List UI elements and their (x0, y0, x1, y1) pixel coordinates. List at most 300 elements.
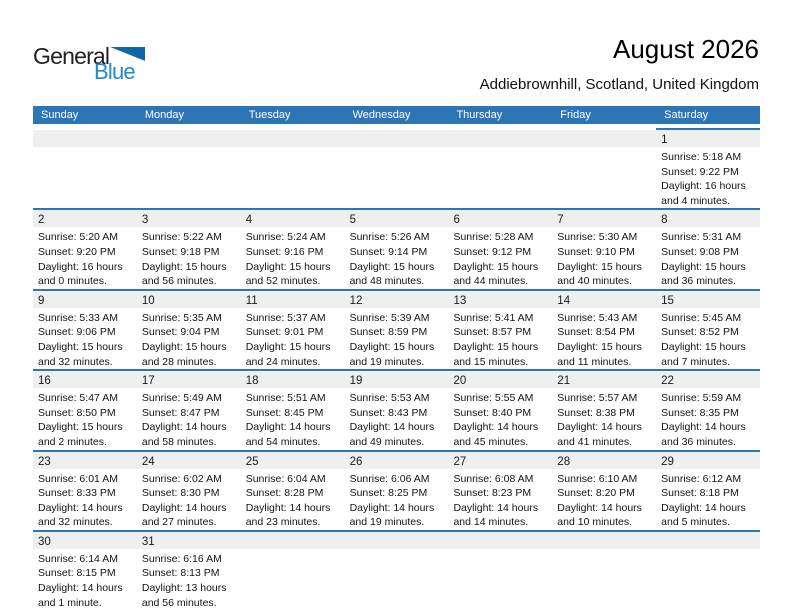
daylight-text-line1: Daylight: 16 hours (661, 180, 746, 193)
sunset-text: Sunset: 9:14 PM (349, 245, 428, 258)
day-number: 11 (245, 294, 258, 307)
day-cell-empty (241, 128, 345, 208)
title-block (480, 34, 759, 93)
day-number: 5 (349, 214, 356, 227)
sunset-text: Sunset: 8:18 PM (661, 487, 739, 500)
sunrise-text: Sunrise: 5:47 AM (38, 392, 118, 405)
sunrise-text: Sunrise: 5:57 AM (557, 392, 638, 405)
daylight-text-line2: and 14 minutes. (453, 516, 529, 529)
day-details (241, 469, 345, 530)
day-details (137, 388, 241, 449)
day-cell-25 (241, 452, 345, 530)
sunrise-text: Sunrise: 5:30 AM (557, 231, 638, 244)
sunrise-text: Sunrise: 5:18 AM (661, 151, 742, 163)
day-details (345, 388, 449, 449)
day-cell-22 (656, 371, 760, 449)
daylight-text-line1: Daylight: 14 hours (38, 582, 123, 595)
day-number: 7 (557, 214, 564, 227)
day-cell-19 (345, 371, 449, 449)
day-number-band (241, 130, 345, 147)
day-cell-16 (33, 371, 137, 449)
day-number-band (345, 291, 449, 308)
daylight-text-line1: Daylight: 14 hours (349, 501, 435, 514)
day-details (448, 549, 552, 552)
daylight-text-line2: and 56 minutes. (141, 275, 217, 288)
sunset-text: Sunset: 8:50 PM (38, 406, 116, 419)
day-number: 27 (453, 455, 467, 468)
day-details (137, 469, 241, 530)
sunset-text: Sunset: 8:13 PM (141, 567, 220, 580)
daylight-text-line1: Daylight: 15 hours (557, 260, 642, 273)
sunset-text: Sunset: 8:57 PM (453, 326, 532, 339)
day-cell-empty (345, 128, 449, 208)
week-row (33, 452, 760, 532)
day-details (345, 227, 449, 288)
sunset-text: Sunset: 9:04 PM (141, 326, 220, 339)
daylight-text-line2: and 0 minutes. (38, 275, 107, 288)
sunset-text: Sunset: 8:59 PM (349, 326, 428, 339)
day-cell-empty (345, 532, 449, 610)
day-details (656, 227, 760, 288)
day-number: 25 (245, 455, 259, 468)
sunset-text: Sunset: 8:33 PM (38, 487, 116, 500)
daylight-text-line2: and 32 minutes. (38, 516, 113, 529)
day-details (448, 469, 552, 530)
sunset-text: Sunset: 9:22 PM (661, 165, 739, 178)
sunrise-text: Sunrise: 6:06 AM (349, 472, 430, 485)
day-number-band (137, 532, 241, 549)
sunset-text: Sunset: 9:01 PM (245, 326, 324, 339)
day-number: 4 (245, 214, 253, 227)
daylight-text-line2: and 4 minutes. (661, 194, 731, 207)
day-number-band (552, 130, 656, 147)
day-number-band (345, 452, 449, 469)
day-number-band (241, 210, 345, 227)
sunrise-text: Sunrise: 6:08 AM (453, 472, 534, 485)
day-number: 6 (453, 214, 460, 227)
daylight-text-line2: and 27 minutes. (141, 516, 217, 529)
day-details (448, 147, 552, 150)
day-details (137, 308, 241, 369)
sunrise-text: Sunrise: 5:51 AM (245, 392, 326, 405)
sunrise-text: Sunrise: 5:22 AM (141, 231, 222, 244)
daylight-text-line1: Daylight: 13 hours (141, 582, 227, 595)
daylight-text-line2: and 41 minutes. (557, 435, 633, 448)
daylight-text-line1: Daylight: 14 hours (557, 421, 642, 434)
day-number-band (33, 130, 137, 147)
daylight-text-line1: Daylight: 15 hours (661, 340, 746, 353)
daylight-text-line1: Daylight: 14 hours (453, 421, 539, 434)
day-number: 21 (557, 375, 571, 388)
sunset-text: Sunset: 8:45 PM (245, 406, 324, 419)
daylight-text-line1: Daylight: 15 hours (38, 421, 123, 434)
weekday-header-saturday: Saturday (664, 109, 709, 121)
sunset-text: Sunset: 9:12 PM (453, 245, 532, 258)
sunrise-text: Sunrise: 5:28 AM (453, 231, 534, 244)
week-row (33, 371, 760, 451)
sunset-text: Sunset: 9:20 PM (38, 245, 116, 258)
day-cell-10 (137, 291, 241, 369)
day-number: 12 (349, 294, 363, 307)
sunrise-text: Sunrise: 5:20 AM (38, 231, 118, 244)
day-number-band (552, 291, 656, 308)
sunset-text: Sunset: 8:30 PM (141, 487, 220, 500)
day-number-band (552, 210, 656, 227)
daylight-text-line2: and 15 minutes. (453, 355, 529, 368)
sunrise-text: Sunrise: 5:31 AM (661, 231, 742, 244)
daylight-text-line1: Daylight: 14 hours (38, 501, 123, 514)
sunrise-text: Sunrise: 5:41 AM (453, 311, 534, 324)
daylight-text-line2: and 19 minutes. (349, 355, 425, 368)
daylight-text-line2: and 44 minutes. (453, 275, 529, 288)
day-details (552, 469, 656, 530)
day-number-band (448, 371, 552, 388)
day-cell-4 (241, 210, 345, 288)
sunrise-text: Sunrise: 6:01 AM (38, 472, 118, 485)
day-number-band (656, 532, 760, 549)
day-number: 22 (661, 375, 674, 388)
day-cell-13 (448, 291, 552, 369)
day-number-band (656, 371, 760, 388)
sunset-text: Sunset: 8:25 PM (349, 487, 428, 500)
daylight-text-line2: and 45 minutes. (453, 435, 529, 448)
day-number-band (137, 130, 241, 147)
weekday-header-friday: Friday (560, 109, 591, 121)
day-number: 26 (349, 455, 363, 468)
day-number: 17 (141, 375, 155, 388)
daylight-text-line1: Daylight: 15 hours (661, 260, 746, 273)
sunset-text: Sunset: 8:38 PM (557, 406, 635, 419)
day-details (656, 549, 760, 552)
daylight-text-line2: and 24 minutes. (245, 355, 321, 368)
day-number-band (448, 291, 552, 308)
day-number-band (345, 210, 449, 227)
location-subtitle: Addiebrownhill, Scotland, United Kingdom (479, 76, 759, 93)
day-number: 14 (557, 294, 571, 307)
week-row (33, 210, 760, 290)
day-number-band (137, 210, 241, 227)
day-cell-26 (345, 452, 449, 530)
daylight-text-line2: and 52 minutes. (245, 275, 321, 288)
sunrise-text: Sunrise: 5:55 AM (453, 392, 534, 405)
daylight-text-line2: and 11 minutes. (557, 355, 632, 368)
day-cell-7 (552, 210, 656, 288)
day-cell-8 (656, 210, 760, 288)
day-details (33, 469, 137, 530)
day-details (552, 549, 656, 552)
weekday-header-wednesday: Wednesday (352, 109, 411, 121)
daylight-text-line1: Daylight: 15 hours (38, 340, 123, 353)
weekday-header-thursday: Thursday (456, 109, 503, 121)
day-details (448, 308, 552, 369)
daylight-text-line1: Daylight: 14 hours (349, 421, 435, 434)
day-number: 15 (661, 294, 674, 307)
daylight-text-line1: Daylight: 15 hours (557, 340, 642, 353)
daylight-text-line2: and 58 minutes. (141, 435, 217, 448)
day-number: 1 (661, 134, 668, 146)
day-details (656, 147, 760, 208)
day-details (656, 308, 760, 369)
sunset-text: Sunset: 8:35 PM (661, 406, 739, 419)
day-details (33, 147, 137, 150)
day-cell-23 (33, 452, 137, 530)
day-number-band (241, 291, 345, 308)
day-number-band (656, 210, 760, 227)
day-details (33, 308, 137, 369)
sunrise-text: Sunrise: 6:12 AM (661, 472, 742, 485)
sunrise-text: Sunrise: 5:43 AM (557, 311, 638, 324)
sunrise-text: Sunrise: 5:33 AM (38, 311, 118, 324)
page-title: August 2026 (612, 34, 759, 64)
day-number-band (448, 210, 552, 227)
day-details (656, 469, 760, 530)
sunrise-text: Sunrise: 5:59 AM (661, 392, 742, 405)
day-number: 29 (661, 455, 674, 468)
daylight-text-line1: Daylight: 15 hours (349, 260, 435, 273)
day-number-band (656, 452, 760, 469)
day-cell-29 (656, 452, 760, 530)
day-number: 20 (453, 375, 467, 388)
day-cell-28 (552, 452, 656, 530)
week-row (33, 532, 760, 610)
daylight-text-line2: and 54 minutes. (245, 435, 321, 448)
daylight-text-line2: and 10 minutes. (557, 516, 633, 529)
daylight-text-line1: Daylight: 14 hours (453, 501, 539, 514)
day-cell-15 (656, 291, 760, 369)
sunset-text: Sunset: 8:52 PM (661, 326, 739, 339)
daylight-text-line1: Daylight: 15 hours (245, 340, 331, 353)
day-number-band (552, 371, 656, 388)
day-cell-empty (33, 128, 137, 208)
sunrise-text: Sunrise: 5:53 AM (349, 392, 430, 405)
sunrise-text: Sunrise: 5:37 AM (245, 311, 326, 324)
day-cell-24 (137, 452, 241, 530)
daylight-text-line2: and 36 minutes. (661, 435, 736, 448)
daylight-text-line1: Daylight: 16 hours (38, 260, 123, 273)
day-cell-1 (656, 128, 760, 208)
daylight-text-line1: Daylight: 15 hours (349, 340, 435, 353)
day-cell-5 (345, 210, 449, 288)
sunset-text: Sunset: 9:10 PM (557, 245, 635, 258)
day-details (448, 227, 552, 288)
day-number-band (241, 371, 345, 388)
weekday-header-row (33, 106, 760, 124)
day-cell-17 (137, 371, 241, 449)
day-number-band (448, 532, 552, 549)
sunrise-text: Sunrise: 6:02 AM (141, 472, 222, 485)
day-number-band (345, 130, 449, 147)
day-number: 16 (38, 375, 51, 388)
daylight-text-line1: Daylight: 15 hours (141, 260, 227, 273)
general-blue-logo (33, 44, 163, 83)
daylight-text-line2: and 40 minutes. (557, 275, 633, 288)
sunrise-text: Sunrise: 6:10 AM (557, 472, 638, 485)
sunrise-text: Sunrise: 6:16 AM (141, 552, 222, 565)
day-details (345, 308, 449, 369)
day-number-band (137, 291, 241, 308)
day-cell-30 (33, 532, 137, 610)
day-number: 9 (38, 294, 45, 307)
day-number: 8 (661, 214, 668, 227)
weeks (33, 128, 760, 610)
day-cell-empty (448, 532, 552, 610)
sunset-text: Sunset: 9:06 PM (38, 326, 116, 339)
day-number-band (552, 452, 656, 469)
day-cell-27 (448, 452, 552, 530)
day-details (552, 227, 656, 288)
day-number-band (137, 371, 241, 388)
daylight-text-line2: and 1 minute. (38, 596, 102, 609)
daylight-text-line1: Daylight: 14 hours (557, 501, 642, 514)
day-cell-empty (656, 532, 760, 610)
day-details (345, 469, 449, 530)
day-details (241, 549, 345, 552)
day-details (241, 308, 345, 369)
daylight-text-line2: and 32 minutes. (38, 355, 113, 368)
day-number-band (656, 130, 760, 147)
day-number: 18 (245, 375, 259, 388)
day-details (137, 227, 241, 288)
day-number: 28 (557, 455, 571, 468)
day-cell-empty (448, 128, 552, 208)
daylight-text-line1: Daylight: 14 hours (141, 421, 227, 434)
day-details (241, 147, 345, 150)
sunset-text: Sunset: 8:15 PM (38, 567, 116, 580)
day-number-band (33, 452, 137, 469)
sunset-text: Sunset: 8:28 PM (245, 487, 324, 500)
week-row (33, 128, 760, 210)
day-details (345, 549, 449, 552)
sunset-text: Sunset: 8:43 PM (349, 406, 428, 419)
day-number: 23 (38, 455, 51, 468)
sunset-text: Sunset: 8:40 PM (453, 406, 532, 419)
day-number: 13 (453, 294, 467, 307)
sunrise-text: Sunrise: 5:45 AM (661, 311, 742, 324)
daylight-text-line1: Daylight: 14 hours (661, 421, 746, 434)
day-cell-6 (448, 210, 552, 288)
day-number-band (656, 291, 760, 308)
weekday-header-tuesday: Tuesday (248, 109, 291, 121)
logo-text-general: General (33, 43, 110, 69)
daylight-text-line1: Daylight: 15 hours (453, 340, 539, 353)
day-cell-3 (137, 210, 241, 288)
day-details (552, 308, 656, 369)
day-cell-20 (448, 371, 552, 449)
day-number-band (33, 291, 137, 308)
day-number-band (552, 532, 656, 549)
day-number-band (137, 452, 241, 469)
daylight-text-line1: Daylight: 15 hours (245, 260, 331, 273)
daylight-text-line2: and 36 minutes. (661, 275, 736, 288)
daylight-text-line2: and 49 minutes. (349, 435, 425, 448)
day-cell-21 (552, 371, 656, 449)
day-number-band (33, 532, 137, 549)
sunset-text: Sunset: 9:16 PM (245, 245, 324, 258)
daylight-text-line2: and 7 minutes. (661, 355, 731, 368)
daylight-text-line2: and 28 minutes. (141, 355, 217, 368)
sunrise-text: Sunrise: 5:26 AM (349, 231, 430, 244)
logo-text-blue: Blue (94, 59, 135, 84)
day-number: 2 (38, 214, 45, 227)
day-details (137, 549, 241, 610)
sunset-text: Sunset: 8:54 PM (557, 326, 635, 339)
sunrise-text: Sunrise: 6:04 AM (245, 472, 326, 485)
sunrise-text: Sunrise: 5:35 AM (141, 311, 222, 324)
day-number-band (33, 210, 137, 227)
sunset-text: Sunset: 9:08 PM (661, 245, 739, 258)
day-number-band (241, 452, 345, 469)
day-details (448, 388, 552, 449)
day-number: 31 (141, 535, 155, 548)
sunset-text: Sunset: 8:20 PM (557, 487, 635, 500)
weekday-header-sunday: Sunday (41, 109, 79, 121)
daylight-text-line2: and 19 minutes. (349, 516, 425, 529)
day-cell-empty (552, 532, 656, 610)
day-details (33, 227, 137, 288)
day-cell-2 (33, 210, 137, 288)
daylight-text-line2: and 2 minutes. (38, 435, 107, 448)
daylight-text-line2: and 48 minutes. (349, 275, 425, 288)
day-details (552, 147, 656, 150)
daylight-text-line1: Daylight: 15 hours (141, 340, 227, 353)
weekday-header-monday: Monday (144, 109, 184, 121)
sunset-text: Sunset: 9:18 PM (141, 245, 220, 258)
daylight-text-line1: Daylight: 14 hours (245, 421, 331, 434)
sunrise-text: Sunrise: 5:49 AM (141, 392, 222, 405)
daylight-text-line1: Daylight: 15 hours (453, 260, 539, 273)
daylight-text-line2: and 5 minutes. (661, 516, 731, 529)
day-details (656, 388, 760, 449)
day-cell-9 (33, 291, 137, 369)
day-details (33, 388, 137, 449)
daylight-text-line1: Daylight: 14 hours (141, 501, 227, 514)
day-details (33, 549, 137, 610)
day-details (345, 147, 449, 150)
sunset-text: Sunset: 8:23 PM (453, 487, 532, 500)
day-cell-31 (137, 532, 241, 610)
day-number: 24 (141, 455, 155, 468)
day-number-band (241, 532, 345, 549)
day-number-band (345, 532, 449, 549)
day-number: 30 (38, 535, 51, 548)
day-number: 10 (141, 294, 155, 307)
day-number-band (448, 452, 552, 469)
day-number-band (448, 130, 552, 147)
sunrise-text: Sunrise: 5:24 AM (245, 231, 326, 244)
day-number: 19 (349, 375, 363, 388)
day-number: 3 (141, 214, 149, 227)
week-row (33, 291, 760, 371)
daylight-text-line2: and 23 minutes. (245, 516, 321, 529)
day-cell-11 (241, 291, 345, 369)
day-cell-empty (552, 128, 656, 208)
day-cell-empty (137, 128, 241, 208)
sunrise-text: Sunrise: 6:14 AM (38, 552, 118, 565)
day-number-band (33, 371, 137, 388)
day-details (552, 388, 656, 449)
day-cell-18 (241, 371, 345, 449)
calendar (33, 106, 760, 610)
day-cell-14 (552, 291, 656, 369)
day-details (241, 227, 345, 288)
daylight-text-line1: Daylight: 14 hours (245, 501, 331, 514)
day-details (137, 147, 241, 150)
sunset-text: Sunset: 8:47 PM (141, 406, 220, 419)
day-number-band (345, 371, 449, 388)
day-cell-12 (345, 291, 449, 369)
day-cell-empty (241, 532, 345, 610)
daylight-text-line1: Daylight: 14 hours (661, 501, 746, 514)
